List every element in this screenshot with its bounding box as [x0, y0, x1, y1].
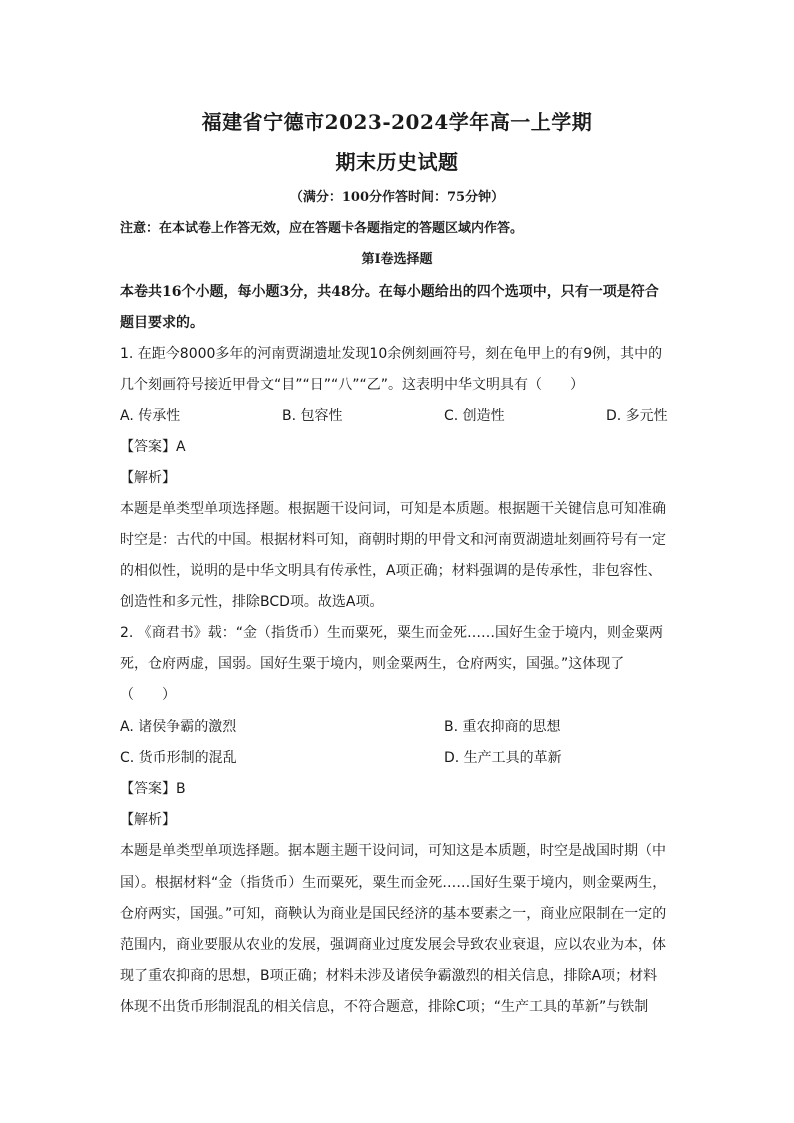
q2-analysis-line5: 现了重农抑商的思想，B项正确；材料未涉及诸侯争霸激烈的相关信息，排除A项；材料 — [120, 968, 658, 984]
q2-analysis-heading: 【解析】 — [120, 812, 176, 828]
exam-title-line2: 期末历史试题 — [335, 150, 459, 174]
q1-analysis-line3: 的相似性，说明的是中华文明具有传承性，A项正确；材料强调的是传承性，非包容性、 — [120, 563, 662, 579]
q2-stem-line3: （ ） — [120, 687, 176, 703]
q1-analysis-line4: 创造性和多元性，排除BCD项。故选A项。 — [120, 594, 384, 610]
q1-analysis-heading: 【解析】 — [120, 470, 176, 486]
q2-stem-line2: 死，仓府两虚，国弱。国好生粟于境内，则金粟两生，仓府两实，国强。”这体现了 — [120, 656, 625, 672]
q1-answer: 【答案】A — [120, 439, 186, 455]
q1-analysis-line2: 时空是：古代的中国。根据材料可知，商朝时期的甲骨文和河南贾湖遗址刻画符号有一定 — [120, 532, 666, 548]
section-intro-line1: 本卷共16个小题，每小题3分，共48分。在每小题给出的四个选项中，只有一项是符合 — [120, 284, 659, 300]
q1-option-c: C. 创造性 — [444, 408, 505, 424]
q2-analysis-line3: 仓府两实，国强。”可知，商鞅认为商业是国民经济的基本要素之一，商业应限制在一定的 — [120, 906, 667, 922]
q1-stem-line2: 几个刻画符号接近甲骨文“目”“日”“八”“乙”。这表明中华文明具有（ ） — [120, 377, 585, 393]
q2-option-c: C. 货币形制的混乱 — [120, 750, 237, 766]
q2-answer: 【答案】B — [120, 781, 186, 797]
q2-analysis-line1: 本题是单类型单项选择题。据本题主题干设问词，可知这是本质题，时空是战国时期（中 — [120, 843, 666, 859]
score-info: （满分：100分作答时间：75分钟） — [289, 190, 505, 205]
q2-option-d: D. 生产工具的革新 — [444, 750, 562, 766]
q1-option-b: B. 包容性 — [282, 408, 343, 424]
q1-option-a: A. 传承性 — [120, 408, 181, 424]
q1-option-d: D. 多元性 — [606, 408, 668, 424]
notice: 注意：在本试卷上作答无效，应在答题卡各题指定的答题区域内作答。 — [120, 221, 524, 236]
q2-analysis-line2: 国）。根据材料“金（指货币）生而粟死，粟生而金死……国好生粟于境内，则金粟两生， — [120, 875, 667, 891]
section-intro-line2: 题目要求的。 — [120, 315, 204, 331]
q1-analysis-line1: 本题是单类型单项选择题。根据题干设问词，可知是本质题。根据题干关键信息可知准确 — [120, 501, 666, 517]
exam-title-line1: 福建省宁德市2023-2024学年高一上学期 — [201, 110, 593, 134]
q1-stem-line1: 1. 在距今8000多年的河南贾湖遗址发现10余例刻画符号，刻在龟甲上的有9例，其中的 — [120, 346, 663, 362]
q2-analysis-line6: 体现不出货币形制混乱的相关信息，不符合题意，排除C项；“生产工具的革新”与铁制 — [120, 999, 649, 1015]
section-title: 第Ⅰ卷选择题 — [361, 252, 433, 267]
q2-analysis-line4: 范围内，商业要服从农业的发展，强调商业过度发展会导致农业衰退，应以农业为本，体 — [120, 937, 666, 953]
q2-option-a: A. 诸侯争霸的激烈 — [120, 719, 237, 735]
q2-stem-line1: 2. 《商君书》载：“金（指货币）生而粟死，粟生而金死……国好生金于境内，则金粟两 — [120, 625, 664, 641]
q2-option-b: B. 重农抑商的思想 — [444, 719, 561, 735]
